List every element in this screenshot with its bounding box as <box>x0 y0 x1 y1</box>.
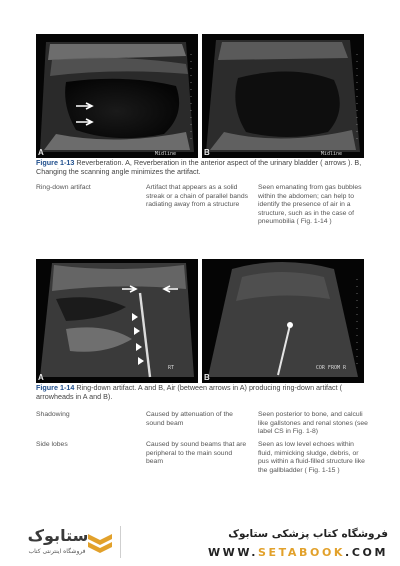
ultrasound-image-14a <box>36 259 198 383</box>
figure-caption-text: Ring-down artifact. A and B, Air (between arrows in A) producing ring-down artifact ( arrowheads in A and B). <box>36 383 343 401</box>
row-description: Artifact that appears as a solid streak or a chain of parallel bands radiating away from a structure <box>146 184 249 209</box>
ultrasound-13b-graphic <box>202 34 364 158</box>
image-letter: A <box>38 148 44 157</box>
ultrasound-13a-graphic <box>36 34 198 158</box>
image-letter: A <box>38 373 44 382</box>
footer-banner <box>0 518 400 566</box>
image-midline-label: Midline <box>320 151 342 157</box>
ultrasound-image-13a <box>36 34 198 158</box>
figure-label: Figure 1-13 <box>36 158 75 167</box>
row-description: Caused by attenuation of the sound beam <box>146 411 233 427</box>
row-appearance: Seen emanating from gas bubbles within the abdomen; can help to identify the presence of air in a structure, such as in the case of pneumobilia ( Fig. 1-14 ) <box>258 184 362 226</box>
figure-caption-14 <box>36 383 366 401</box>
row-appearance: Seen posterior to bone, and calculi like gallstones and renal stones (see label CS in Fig. 1-8) <box>258 411 368 436</box>
row-description: Caused by sound beams that are peripheral to the main sound beam <box>146 441 247 466</box>
table-row <box>36 411 368 439</box>
shop-url[interactable] <box>148 546 388 559</box>
shop-title: فروشگاه کتاب پزشکی ستابوک <box>228 528 388 540</box>
url-suffix: .COM <box>345 546 388 559</box>
url-prefix: WWW. <box>207 546 259 559</box>
figure-label: Figure 1-14 <box>36 383 75 392</box>
row-term: Shadowing <box>36 411 70 418</box>
row-term: Side lobes <box>36 441 68 448</box>
footer-divider <box>120 526 121 558</box>
ultrasound-image-13b <box>202 34 364 158</box>
image-midline-label: Midline <box>154 151 176 157</box>
table-row <box>36 184 368 244</box>
brand-logo-subtitle: فروشگاه اینترنتی کتاب <box>28 548 86 555</box>
image-letter: B <box>204 148 210 157</box>
row-term: Ring-down artifact <box>36 184 91 191</box>
figure-caption-13 <box>36 158 366 176</box>
ultrasound-image-14b <box>202 259 364 383</box>
image-annotation: COR FROM R <box>315 365 346 371</box>
image-letter: B <box>204 373 210 382</box>
brand-logo-text: ستابوک <box>27 526 89 545</box>
image-annotation: RT <box>167 365 174 371</box>
figure-caption-text: Reverberation. A, Reverberation in the anterior aspect of the urinary bladder ( arrows ). B, Changing the scanning angle minimizes the artifact. <box>36 158 362 176</box>
table-row <box>36 441 368 481</box>
url-highlight: SETABOOK <box>258 546 346 559</box>
row-appearance: Seen as low level echoes within fluid, mimicking sludge, debris, or pus within a fluid-filled structure like the gallbladder ( Fig. 1-15 ) <box>258 441 365 474</box>
